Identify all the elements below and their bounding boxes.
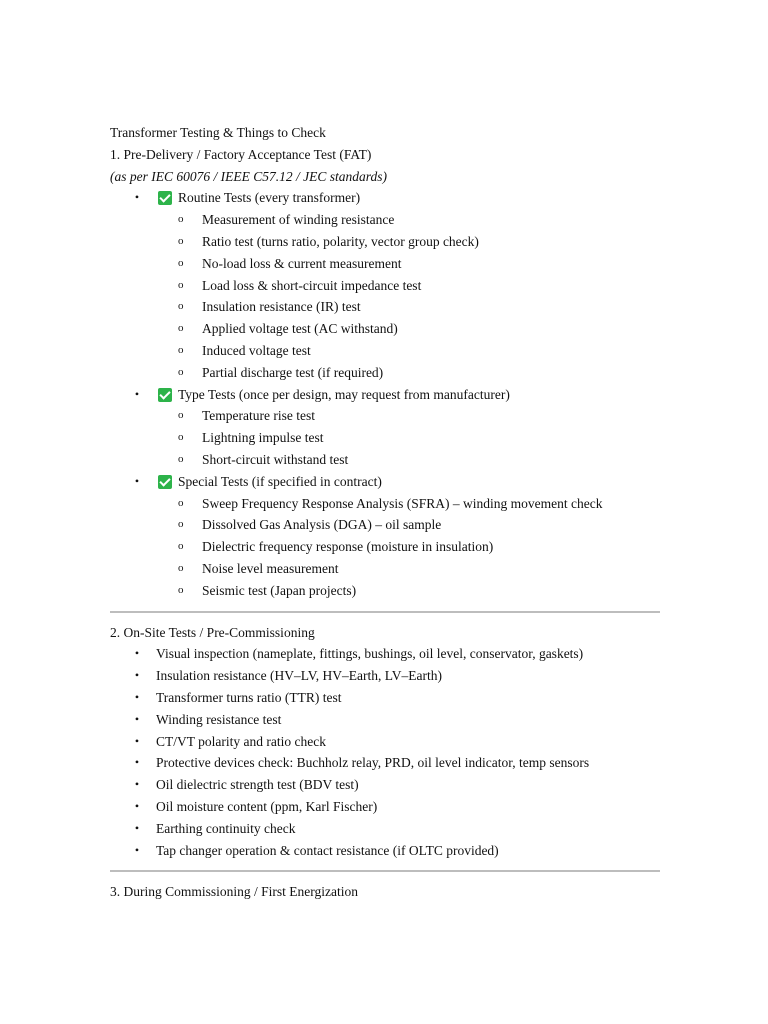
list-item: [110, 818, 660, 840]
list-item-text: Partial discharge test (if required): [202, 364, 384, 380]
bullet-icon: [132, 709, 142, 731]
list-item: [110, 340, 660, 362]
check-mark-icon: [158, 475, 172, 489]
horizontal-divider: [110, 611, 660, 613]
circle-bullet-icon: [178, 449, 184, 471]
circle-bullet-icon: [178, 580, 184, 602]
circle-bullet-icon: [178, 318, 184, 340]
circle-bullet-icon: [178, 296, 184, 318]
list-item: [110, 318, 660, 340]
list-item: [110, 253, 660, 275]
list-item: [110, 405, 660, 427]
section-3-heading: 3. During Commissioning / First Energization: [110, 884, 358, 900]
circle-bullet-icon: [178, 362, 184, 384]
list-item-text: Protective devices check: Buchholz relay, PRD, oil level indicator, temp sensors: [156, 755, 590, 771]
list-item: [110, 774, 660, 796]
list-item: [110, 643, 660, 665]
list-item: [110, 362, 660, 384]
list-item: [110, 493, 660, 515]
list-item: [110, 580, 660, 602]
list-item-text: Ratio test (turns ratio, polarity, vector group check): [202, 233, 479, 249]
circle-bullet-icon: [178, 558, 184, 580]
list-item-text: Tap changer operation & contact resistance (if OLTC provided): [156, 842, 499, 858]
circle-bullet-icon: [178, 209, 184, 231]
routine-tests-label: Routine Tests (every transformer): [178, 190, 361, 206]
list-item: [110, 665, 660, 687]
circle-bullet-icon: [178, 493, 184, 515]
circle-bullet-icon: [178, 514, 184, 536]
list-item: [110, 296, 660, 318]
circle-bullet-icon: [178, 340, 184, 362]
list-item-text: CT/VT polarity and ratio check: [156, 733, 326, 749]
circle-bullet-icon: [178, 253, 184, 275]
list-item: [110, 536, 660, 558]
special-tests-bullet: [110, 471, 660, 493]
bullet-icon: [132, 774, 142, 796]
list-item-text: Seismic test (Japan projects): [202, 582, 357, 598]
list-item: [110, 752, 660, 774]
list-item: [110, 796, 660, 818]
bullet-icon: [132, 731, 142, 753]
list-item-text: Noise level measurement: [202, 560, 339, 576]
bullet-icon: [132, 187, 142, 209]
list-item-text: Winding resistance test: [156, 711, 282, 727]
bullet-icon: [132, 818, 142, 840]
bullet-icon: [132, 796, 142, 818]
list-item: [110, 514, 660, 536]
document-title: Transformer Testing & Things to Check: [110, 125, 326, 140]
list-item: [110, 427, 660, 449]
list-item: [110, 275, 660, 297]
bullet-icon: [132, 643, 142, 665]
list-item-text: Oil dielectric strength test (BDV test): [156, 777, 359, 793]
list-item: [110, 687, 660, 709]
type-tests-label: Type Tests (once per design, may request from manufacturer): [178, 386, 510, 402]
circle-bullet-icon: [178, 536, 184, 558]
list-item: [110, 731, 660, 753]
list-item-text: Sweep Frequency Response Analysis (SFRA) – winding movement check: [202, 495, 603, 511]
list-item-text: Transformer turns ratio (TTR) test: [156, 689, 342, 705]
bullet-icon: [132, 687, 142, 709]
list-item-text: Load loss & short-circuit impedance test: [202, 277, 422, 293]
section-1-standards-note: (as per IEC 60076 / IEEE C57.12 / JEC standards): [110, 168, 387, 184]
circle-bullet-icon: [178, 427, 184, 449]
section-2-heading: 2. On-Site Tests / Pre-Commissioning: [110, 624, 315, 640]
list-item-text: Temperature rise test: [202, 408, 316, 424]
check-mark-icon: [158, 388, 172, 402]
horizontal-divider: [110, 870, 660, 872]
list-item-text: No-load loss & current measurement: [202, 255, 402, 271]
circle-bullet-icon: [178, 231, 184, 253]
list-item-text: Applied voltage test (AC withstand): [202, 321, 398, 337]
list-item: [110, 449, 660, 471]
list-item-text: Induced voltage test: [202, 342, 311, 358]
list-item-text: Insulation resistance (HV–LV, HV–Earth, LV–Earth): [156, 668, 442, 684]
section-1-heading: 1. Pre-Delivery / Factory Acceptance Test (FAT): [110, 146, 372, 162]
bullet-icon: [132, 752, 142, 774]
list-item-text: Earthing continuity check: [156, 820, 296, 836]
bullet-icon: [132, 384, 142, 406]
type-tests-bullet: [110, 384, 660, 406]
document-page: [110, 122, 660, 903]
bullet-icon: [132, 665, 142, 687]
list-item-text: Insulation resistance (IR) test: [202, 299, 361, 315]
bullet-icon: [132, 840, 142, 862]
list-item-text: Oil moisture content (ppm, Karl Fischer): [156, 798, 378, 814]
list-item-text: Measurement of winding resistance: [202, 212, 395, 228]
check-mark-icon: [158, 191, 172, 205]
list-item: [110, 209, 660, 231]
list-item-text: Lightning impulse test: [202, 430, 324, 446]
list-item-text: Dissolved Gas Analysis (DGA) – oil sample: [202, 517, 442, 533]
list-item-text: Dielectric frequency response (moisture in insulation): [202, 539, 494, 555]
bullet-icon: [132, 471, 142, 493]
circle-bullet-icon: [178, 405, 184, 427]
list-item: [110, 709, 660, 731]
circle-bullet-icon: [178, 275, 184, 297]
routine-tests-bullet: [110, 187, 660, 209]
special-tests-label: Special Tests (if specified in contract): [178, 473, 382, 489]
list-item-text: Visual inspection (nameplate, fittings, bushings, oil level, conservator, gaskets): [156, 646, 584, 662]
list-item: [110, 840, 660, 862]
list-item: [110, 231, 660, 253]
list-item-text: Short-circuit withstand test: [202, 451, 349, 467]
list-item: [110, 558, 660, 580]
